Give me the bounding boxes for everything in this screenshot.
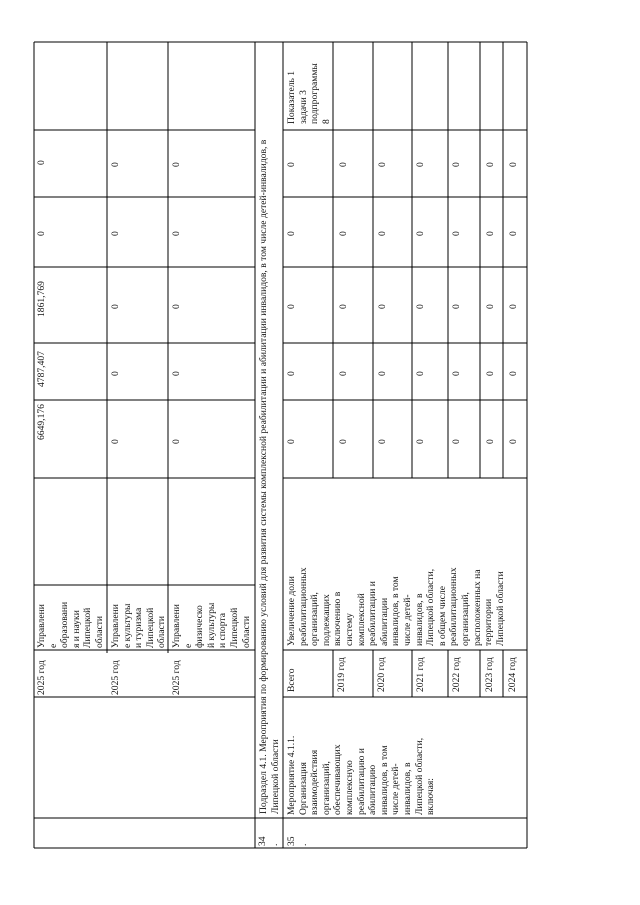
subsection-title: Подраздел 4.1. Мероприятия по формированию условий для развития системы комплексной реабилитации и абилитации инвалидов, в том числе детей-инвалидов, в Липецкой области — [258, 139, 281, 814]
value-cell: 0 — [286, 162, 297, 167]
value-cell: 0 — [338, 231, 349, 236]
value-cell: 0 — [485, 439, 496, 444]
value-cell: 0 — [451, 231, 462, 236]
value-cell: 0 — [377, 439, 388, 444]
value-cell: 0 — [415, 162, 426, 167]
year-cell: 2025 год — [171, 660, 182, 695]
year-cell: 2022 год — [451, 657, 462, 692]
value-cell: 0 — [451, 439, 462, 444]
value-cell: 0 — [377, 162, 388, 167]
value-cell: 0 — [377, 371, 388, 376]
value-cell: 0 — [110, 439, 121, 444]
value-cell: 0 — [338, 439, 349, 444]
year-cell: 2023 год — [484, 657, 495, 692]
year-cell: 2025 год — [36, 660, 47, 695]
value-cell: 0 — [451, 304, 462, 309]
value-cell: 0 — [485, 304, 496, 309]
year-cell: 2025 год — [110, 660, 121, 695]
year-cell: 2024 год — [507, 657, 518, 692]
value-cell: 0 — [171, 304, 182, 309]
row-number: 34 . — [257, 836, 280, 846]
value-cell: 0 — [451, 371, 462, 376]
value-cell: 0 — [171, 439, 182, 444]
value-cell: 0 — [415, 231, 426, 236]
value-cell: 0 — [508, 304, 519, 309]
value-cell: 0 — [110, 304, 121, 309]
value-cell: 1861,769 — [36, 281, 47, 317]
value-cell: 6649,176 — [36, 404, 47, 440]
executor-cell: Управлени е физическо й культуры и спорта Липецкой области — [171, 602, 252, 648]
value-cell: 0 — [451, 162, 462, 167]
value-cell: 0 — [286, 231, 297, 236]
value-cell: 0 — [338, 304, 349, 309]
value-cell: 0 — [415, 439, 426, 444]
year-cell: Всего — [286, 668, 297, 692]
year-cell: 2021 год — [415, 657, 426, 692]
value-cell: 0 — [415, 304, 426, 309]
value-cell: 0 — [171, 231, 182, 236]
value-cell: 0 — [338, 162, 349, 167]
value-cell: 0 — [286, 304, 297, 309]
value-cell: 0 — [286, 439, 297, 444]
value-cell: 0 — [508, 231, 519, 236]
value-cell: 0 — [171, 162, 182, 167]
value-cell: 0 — [110, 162, 121, 167]
year-cell: 2019 год — [336, 657, 347, 692]
value-cell: 0 — [36, 231, 47, 236]
indicator-description: Увеличение доли реабилитационных организаций, подлежащих включению в систему комплексной реабилитации и абилитации инвалидов, в том числе детей- инвалидов, в Липецкой области, в общем числе реабилитационных организаций, расположенных на территории Липецкой области — [286, 567, 506, 646]
value-cell: 4787,407 — [36, 351, 47, 387]
row-number: 35 . — [286, 836, 309, 846]
year-cell: 2020 год — [376, 657, 387, 692]
target-indicator: Показатель 1 задачи 3 подпрограммы 8 — [286, 63, 332, 124]
value-cell: 0 — [338, 371, 349, 376]
value-cell: 0 — [508, 371, 519, 376]
measure-description: Мероприятие 4.1.1. Организация взаимодействия организаций, обеспечивающих комплексную реабилитацию и абилитацию инвалидов, в том числе детей- инвалидов, в Липецкой области, включая: — [286, 735, 437, 815]
value-cell: 0 — [508, 162, 519, 167]
value-cell: 0 — [485, 371, 496, 376]
value-cell: 0 — [171, 371, 182, 376]
executor-cell: Управлени е образовани я и науки Липецкой области — [36, 601, 105, 648]
value-cell: 0 — [485, 162, 496, 167]
value-cell: 0 — [36, 160, 47, 165]
value-cell: 0 — [485, 231, 496, 236]
value-cell: 0 — [508, 439, 519, 444]
value-cell: 0 — [110, 231, 121, 236]
executor-cell: Управлени е культуры и туризма Липецкой области — [110, 603, 168, 648]
value-cell: 0 — [377, 304, 388, 309]
value-cell: 0 — [377, 231, 388, 236]
value-cell: 0 — [110, 371, 121, 376]
value-cell: 0 — [286, 371, 297, 376]
value-cell: 0 — [415, 371, 426, 376]
